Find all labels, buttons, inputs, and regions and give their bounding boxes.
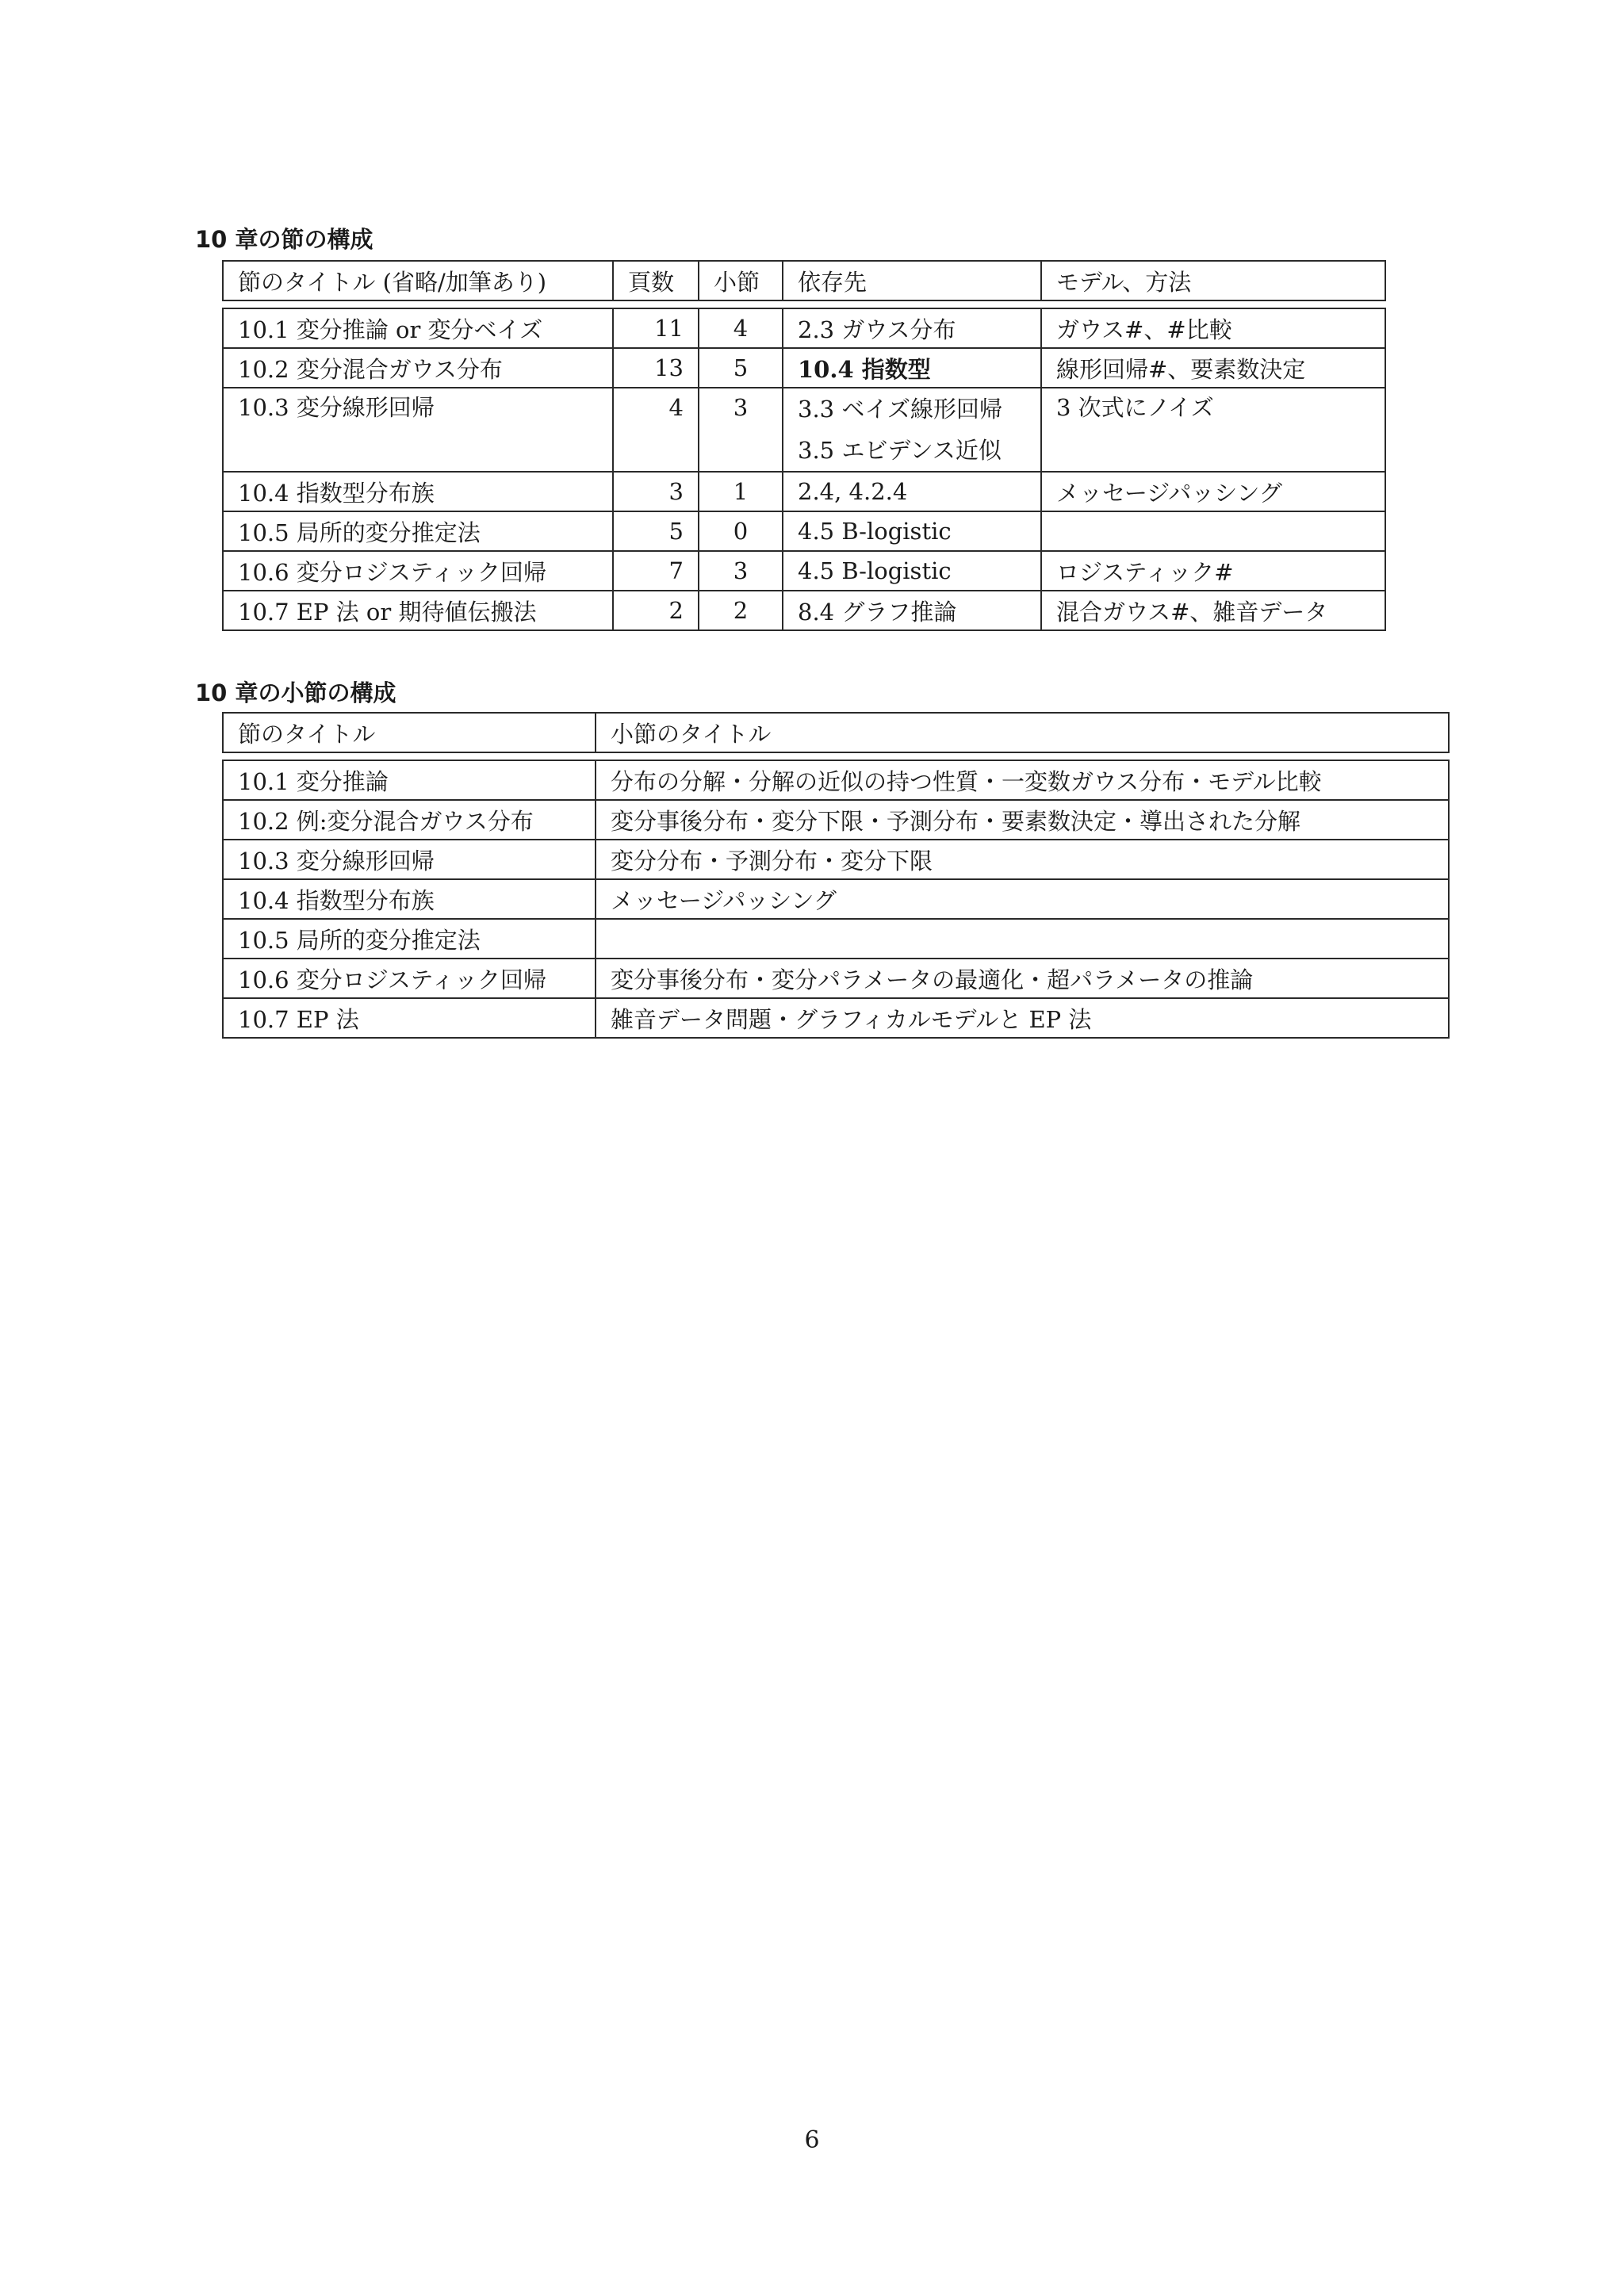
table-row [223, 959, 1449, 998]
subsection-titles [596, 919, 1449, 959]
table-row [223, 760, 1449, 800]
section-subsection-count: 5 [699, 348, 783, 388]
section-pages: 13 [613, 348, 699, 388]
section-depends [783, 388, 1041, 472]
subsections-caption: 10 章の小節の構成 [195, 679, 396, 706]
subsection-titles: 雑音データ問題・グラフィカルモデルと EP 法 [596, 998, 1449, 1038]
section-subsection-count: 2 [699, 591, 783, 630]
subsections-table [222, 712, 1450, 1039]
section-models: 混合ガウス#、雑音データ [1041, 591, 1385, 630]
table-row [223, 840, 1449, 879]
table-row [223, 388, 1385, 472]
header-depends: 依存先 [783, 261, 1041, 300]
section-pages: 7 [613, 551, 699, 591]
section-models: ガウス#、#比較 [1041, 308, 1385, 348]
section-models: メッセージパッシング [1041, 472, 1385, 511]
table-row [223, 551, 1385, 591]
section-subsection-count: 3 [699, 551, 783, 591]
table-row [223, 919, 1449, 959]
section-pages: 3 [613, 472, 699, 511]
section-models: 線形回帰#、要素数決定 [1041, 348, 1385, 388]
page-number: 6 [804, 2126, 820, 2154]
section-subsection-count: 0 [699, 511, 783, 551]
subsection-section-title: 10.7 EP 法 [223, 998, 596, 1038]
subsection-section-title: 10.1 変分推論 [223, 760, 596, 800]
sections-table [222, 260, 1386, 631]
section-pages: 11 [613, 308, 699, 348]
subsection-section-title: 10.2 例:変分混合ガウス分布 [223, 800, 596, 840]
subsections-table-header-row [223, 713, 1449, 752]
section-title: 10.5 局所的変分推定法 [223, 511, 613, 551]
section-title: 10.7 EP 法 or 期待値伝搬法 [223, 591, 613, 630]
section-models: 3 次式にノイズ [1041, 388, 1385, 472]
table-row [223, 591, 1385, 630]
section-title: 10.2 変分混合ガウス分布 [223, 348, 613, 388]
section-title: 10.6 変分ロジスティック回帰 [223, 551, 613, 591]
header-section-title: 節のタイトル (省略/加筆あり) [223, 261, 613, 300]
table-row [223, 800, 1449, 840]
subsection-section-title: 10.4 指数型分布族 [223, 879, 596, 919]
table-row [223, 511, 1385, 551]
subsection-titles: 変分事後分布・変分パラメータの最適化・超パラメータの推論 [596, 959, 1449, 998]
section-title: 10.3 変分線形回帰 [223, 388, 613, 472]
section-depends: 8.4 グラフ推論 [783, 591, 1041, 630]
section-pages: 2 [613, 591, 699, 630]
sections-table-header-row [223, 261, 1385, 300]
subsection-section-title: 10.5 局所的変分推定法 [223, 919, 596, 959]
header-subsections: 小節 [699, 261, 783, 300]
section-depends: 10.4 指数型 [783, 348, 1041, 388]
table-row [223, 308, 1385, 348]
header-pages: 頁数 [613, 261, 699, 300]
section-depends: 4.5 B-logistic [783, 551, 1041, 591]
section-depends: 2.3 ガウス分布 [783, 308, 1041, 348]
section-depends-line: 3.5 エビデンス近似 [798, 437, 1002, 464]
section-pages: 5 [613, 511, 699, 551]
section-subsection-count: 4 [699, 308, 783, 348]
header-subsection-titles: 小節のタイトル [596, 713, 1449, 752]
table-row [223, 348, 1385, 388]
section-subsection-count: 3 [699, 388, 783, 472]
section-title: 10.4 指数型分布族 [223, 472, 613, 511]
section-pages: 4 [613, 388, 699, 472]
section-models: ロジスティック# [1041, 551, 1385, 591]
section-depends: 4.5 B-logistic [783, 511, 1041, 551]
section-depends: 2.4, 4.2.4 [783, 472, 1041, 511]
subsection-titles: 分布の分解・分解の近似の持つ性質・一変数ガウス分布・モデル比較 [596, 760, 1449, 800]
subsection-titles: メッセージパッシング [596, 879, 1449, 919]
table-row [223, 472, 1385, 511]
table-row [223, 998, 1449, 1038]
section-title: 10.1 変分推論 or 変分ベイズ [223, 308, 613, 348]
header-section-title: 節のタイトル [223, 713, 596, 752]
subsection-titles: 変分分布・予測分布・変分下限 [596, 840, 1449, 879]
section-subsection-count: 1 [699, 472, 783, 511]
subsection-section-title: 10.6 変分ロジスティック回帰 [223, 959, 596, 998]
subsection-section-title: 10.3 変分線形回帰 [223, 840, 596, 879]
section-models [1041, 511, 1385, 551]
sections-caption: 10 章の節の構成 [195, 226, 373, 253]
table-row [223, 879, 1449, 919]
header-models: モデル、方法 [1041, 261, 1385, 300]
section-depends-line: 3.3 ベイズ線形回帰 [798, 396, 1003, 423]
subsection-titles: 変分事後分布・変分下限・予測分布・要素数決定・導出された分解 [596, 800, 1449, 840]
